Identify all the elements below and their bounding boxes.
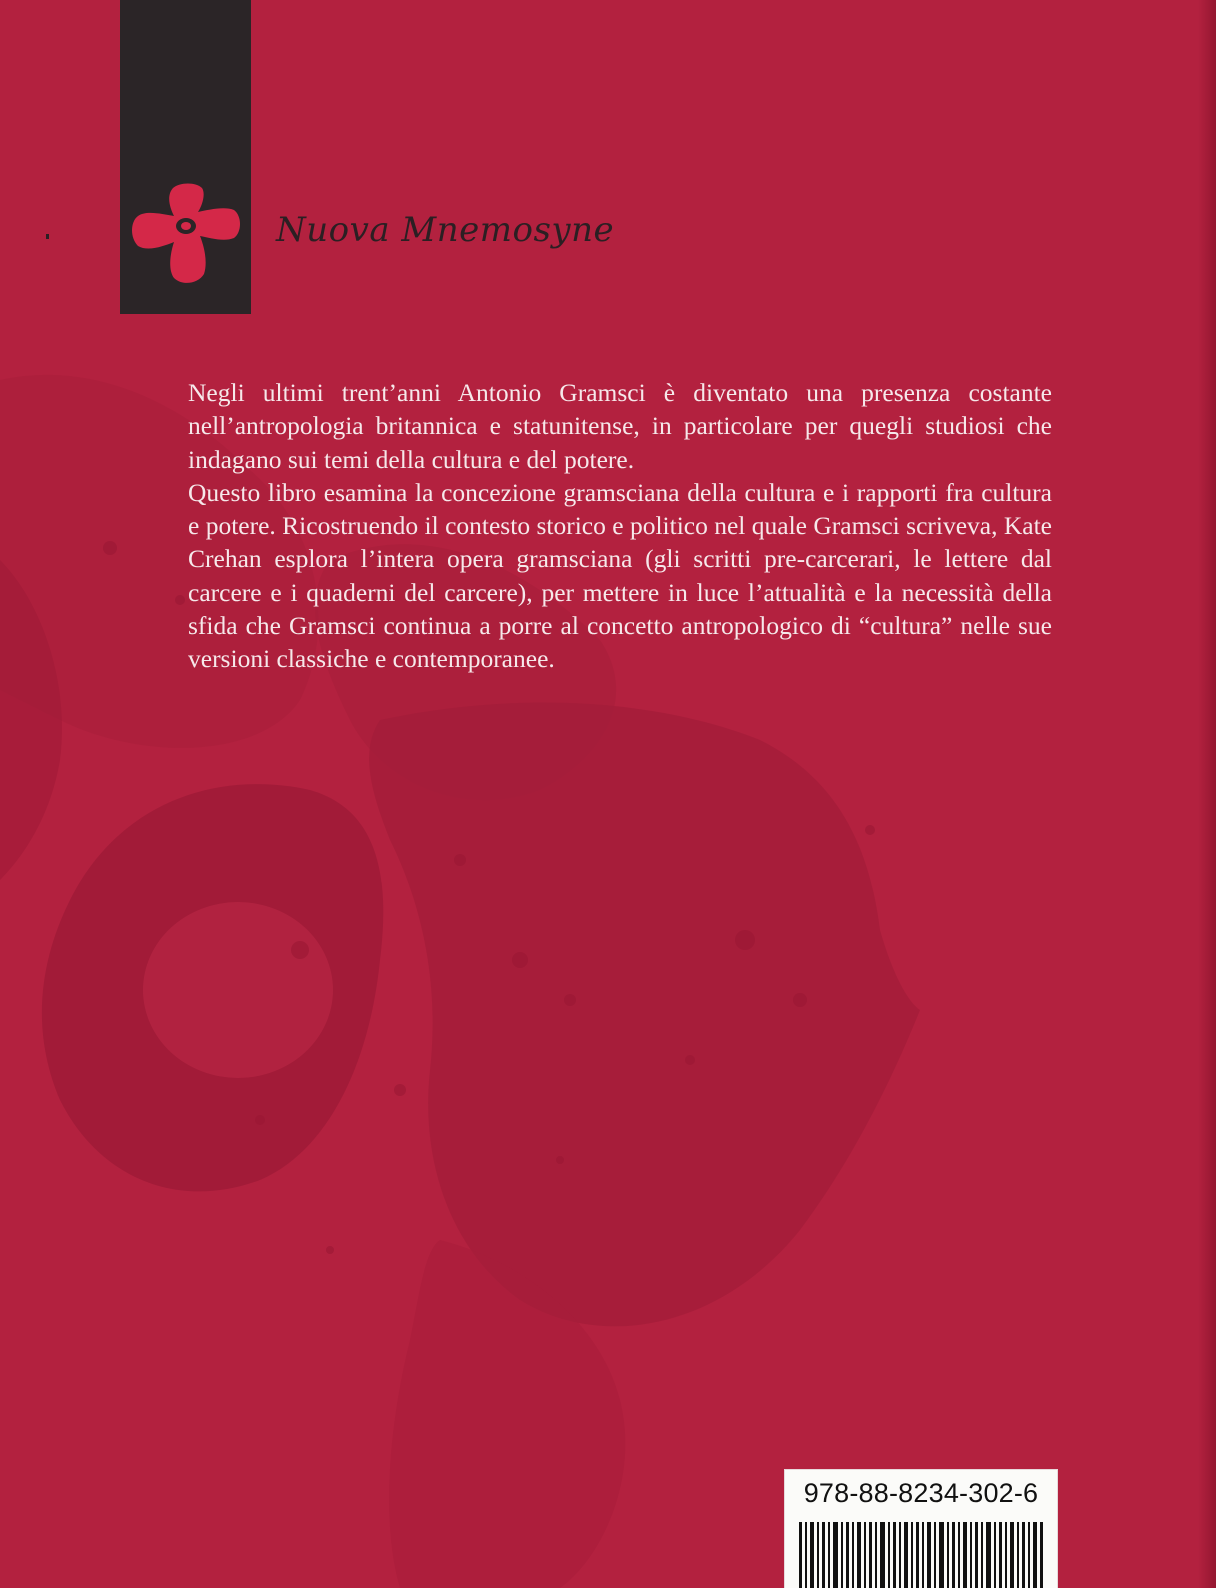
barcode-bars (799, 1522, 1045, 1588)
series-title: Nuova Mnemosyne (276, 210, 615, 250)
blurb-paragraph-1: Negli ultimi trent’anni Antonio Gramsci è diventato una presenza costante nell’antropologia britannica e statunitense, in particolare per quegli studiosi che indagano sui temi della cultura e del potere. (188, 378, 1052, 474)
cover-edge-shadow (1198, 0, 1216, 1588)
print-speck (46, 234, 49, 239)
isbn-number: 978-88-8234-302-6 (803, 1478, 1039, 1508)
barcode-label (784, 1469, 1058, 1588)
blurb-paragraph-2: Questo libro esamina la concezione gramsciana della cultura e i rapporti fra cultura e potere. Ricostruendo il contesto storico e politico nel quale Gramsci scriveva, Kate Crehan esplora l’intera opera gramsciana (gli scritti pre-carcerari, le lettere dal carcere e i quaderni del carcere), per mettere in luce l’attualità e la necessità della sfida che Gramsci continua a porre al concetto antropologico di “cultura” nelle sue versioni classiche e contemporanee. (188, 477, 1052, 674)
flower-cross-icon (128, 180, 246, 292)
back-cover-blurb (188, 376, 1052, 676)
